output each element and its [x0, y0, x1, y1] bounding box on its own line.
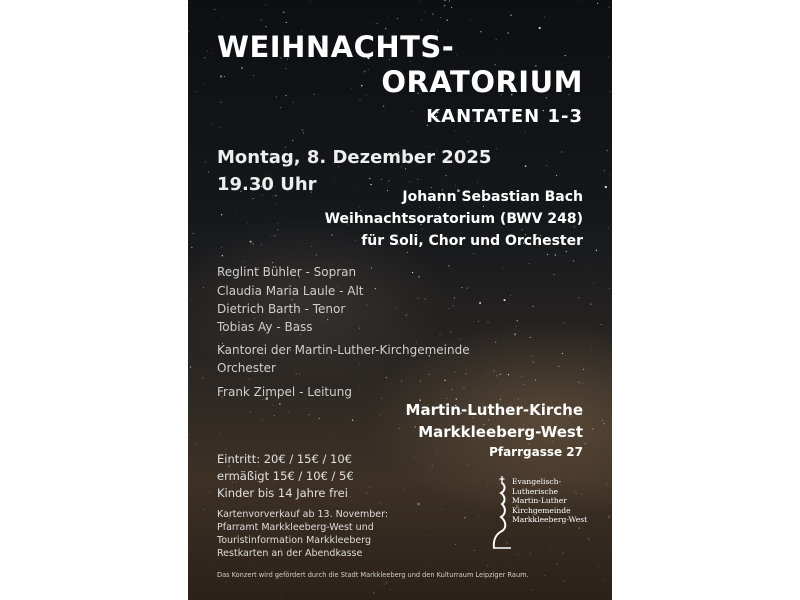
price-regular: Eintritt: 20€ / 15€ / 10€ — [217, 452, 352, 466]
concert-time: 19.30 Uhr — [217, 174, 317, 195]
funding-note: Das Konzert wird gefördert durch die Stadt Markkleeberg und den Kulturraum Leipziger Raum. — [217, 571, 529, 579]
soloist-tenor: Dietrich Barth - Tenor — [217, 302, 346, 316]
concert-date: Montag, 8. Dezember 2025 — [217, 147, 492, 168]
price-children: Kinder bis 14 Jahre frei — [217, 486, 348, 500]
presale-line-3: Touristinformation Markkleeberg — [217, 535, 371, 546]
soloist-soprano: Reglint Bühler - Sopran — [217, 265, 357, 279]
title-line-1: WEIHNACHTS- — [217, 30, 455, 64]
venue-location: Markkleeberg-West — [418, 423, 583, 441]
church-silhouette-icon — [490, 474, 512, 554]
church-logo — [490, 474, 590, 554]
logo-line: Markkleeberg-West — [512, 515, 588, 525]
title-line-2: ORATORIUM — [381, 65, 583, 99]
venue-name: Martin-Luther-Kirche — [405, 401, 583, 419]
logo-line: Martin-Luther — [512, 496, 567, 506]
venue-street: Pfarrgasse 27 — [489, 445, 583, 459]
price-reduced: ermäßigt 15€ / 10€ / 5€ — [217, 469, 354, 483]
composer: Johann Sebastian Bach — [402, 189, 583, 205]
ensemble-orchestra: Orchester — [217, 361, 276, 375]
soloist-bass: Tobias Ay - Bass — [217, 320, 313, 334]
soloist-alto: Claudia Maria Laule - Alt — [217, 284, 364, 298]
presale-line-2: Pfarramt Markkleeberg-West und — [217, 522, 374, 533]
logo-line: Lutherische — [512, 486, 558, 496]
presale-line-4: Restkarten an der Abendkasse — [217, 548, 363, 559]
work-title: Weihnachtsoratorium (BWV 248) — [324, 211, 583, 227]
subtitle: KANTATEN 1-3 — [426, 106, 583, 127]
concert-poster — [188, 0, 612, 600]
conductor: Frank Zimpel - Leitung — [217, 385, 352, 399]
logo-line: Evangelisch- — [512, 477, 562, 486]
logo-wordmark — [512, 477, 587, 525]
ensemble-choir: Kantorei der Martin-Luther-Kirchgemeinde — [217, 343, 470, 357]
scoring: für Soli, Chor und Orchester — [361, 233, 583, 249]
logo-line: Kirchgemeinde — [512, 505, 571, 515]
presale-line-1: Kartenvorverkauf ab 13. November: — [217, 509, 389, 520]
